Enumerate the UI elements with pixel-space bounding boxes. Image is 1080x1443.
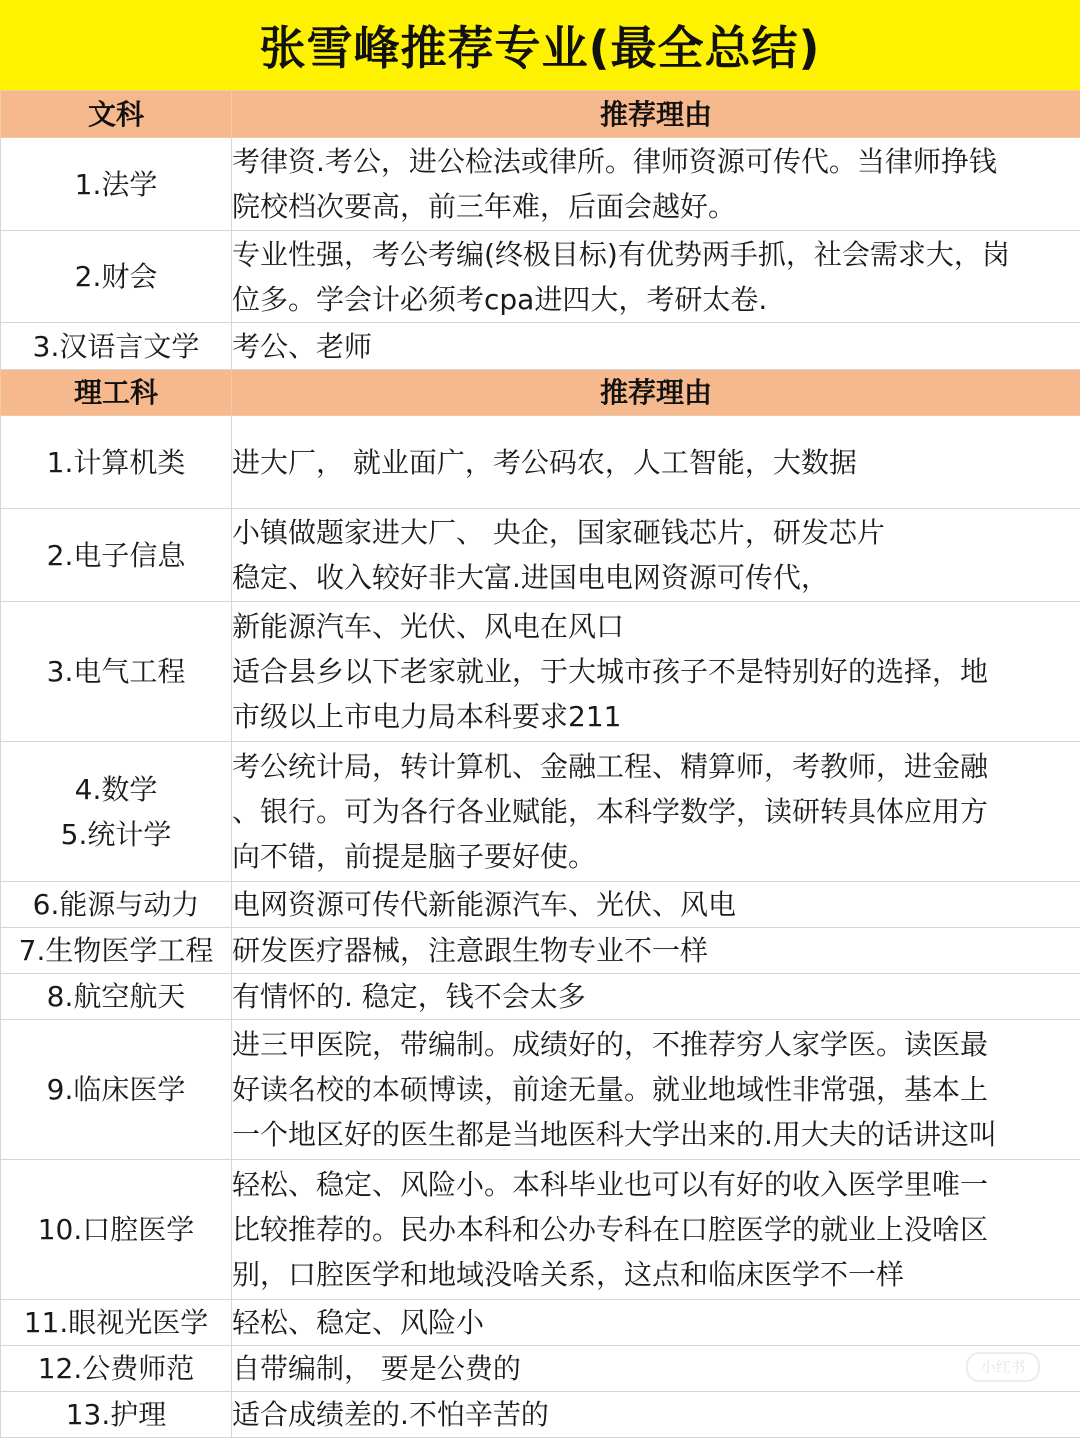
major-name-cell: [1, 742, 232, 882]
table-row: [1, 323, 1080, 370]
major-name: 11.眼视光医学: [23, 1306, 209, 1339]
reason-cell: [232, 742, 1080, 882]
reason-line: 新能源汽车、光伏、风电在风口: [232, 610, 625, 643]
reason-cell: [232, 231, 1080, 323]
major-name: 3.电气工程: [46, 655, 186, 688]
table-row: [1, 928, 1080, 974]
major-name: 5.统计学: [60, 817, 172, 851]
watermark-logo: 小红书: [966, 1352, 1040, 1382]
major-name-cell: [1, 882, 232, 928]
major-name: 2.财会: [74, 260, 158, 293]
reason-cell: [232, 1160, 1080, 1300]
reason-line: 进大厂， 就业面广，考公码农，人工智能，大数据: [232, 445, 857, 479]
reason-cell: [232, 1346, 1080, 1392]
table-row: [1, 509, 1080, 602]
section-header-row: [1, 370, 1080, 416]
table-row: [1, 231, 1080, 323]
major-name: 7.生物医学工程: [18, 934, 214, 967]
major-name: 4.数学: [74, 772, 158, 806]
major-name-cell: [1, 1160, 232, 1300]
table-row: [1, 1300, 1080, 1346]
reason-line: 院校档次要高，前三年难，后面会越好。: [232, 190, 737, 223]
section-header-reason: 推荐理由: [232, 370, 1080, 416]
table-row: [1, 742, 1080, 882]
major-name: 9.临床医学: [46, 1073, 186, 1106]
major-name: 2.电子信息: [46, 538, 186, 572]
reason-line: 适合成绩差的.不怕辛苦的: [232, 1398, 549, 1431]
major-name-cell: [1, 231, 232, 323]
reason-line: 考公统计局，转计算机、金融工程、精算师，考教师，进金融: [232, 750, 989, 783]
major-name: 1.计算机类: [46, 445, 186, 479]
reason-line: 研发医疗器械，注意跟生物专业不一样: [232, 934, 709, 967]
major-name-cell: [1, 602, 232, 742]
major-name: 10.口腔医学: [37, 1213, 195, 1246]
reason-cell: [232, 416, 1080, 509]
major-name-cell: [1, 1392, 232, 1438]
table-row: [1, 138, 1080, 231]
major-name: 1.法学: [74, 167, 158, 201]
reason-line: 专业性强，考公考编(终极目标)有优势两手抓，社会需求大，岗: [232, 237, 1010, 271]
major-name-cell: [1, 1020, 232, 1160]
table-row: [1, 416, 1080, 509]
reason-line: 位多。学会计必须考cpa进四大，考研太卷.: [232, 282, 768, 316]
table-row: [1, 1392, 1080, 1438]
reason-line: 自带编制， 要是公费的: [232, 1352, 521, 1385]
reason-line: 向不错，前提是脑子要好使。: [232, 840, 597, 873]
reason-line: 、银行。可为各行各业赋能，本科学数学，读研转具体应用方: [232, 795, 989, 828]
section-header-category: 文科: [1, 91, 232, 138]
major-name-cell: [1, 509, 232, 602]
table-row: [1, 1160, 1080, 1300]
majors-table: [0, 90, 1080, 1438]
section-header-reason: 推荐理由: [232, 91, 1080, 138]
major-name-cell: [1, 974, 232, 1020]
major-name: 8.航空航天: [46, 980, 186, 1013]
major-name-cell: [1, 1346, 232, 1392]
reason-line: 小镇做题家进大厂、 央企，国家砸钱芯片，研发芯片: [232, 516, 885, 549]
major-name-cell: [1, 1300, 232, 1346]
majors-table-body: [1, 91, 1080, 1438]
reason-cell: [232, 1300, 1080, 1346]
major-name: 12.公费师范: [37, 1352, 195, 1385]
section-header-category: 理工科: [1, 370, 232, 416]
major-name: 3.汉语言文学: [32, 329, 200, 363]
section-header-row: [1, 91, 1080, 138]
table-row: [1, 882, 1080, 928]
reason-cell: [232, 882, 1080, 928]
reason-cell: [232, 509, 1080, 602]
reason-line: 考公、老师: [232, 329, 373, 363]
page-title: 张雪峰推荐专业(最全总结): [259, 21, 821, 75]
table-row: [1, 1020, 1080, 1160]
reason-cell: [232, 1020, 1080, 1160]
reason-line: 别，口腔医学和地域没啥关系，这点和临床医学不一样: [232, 1258, 905, 1291]
major-name-cell: [1, 416, 232, 509]
reason-cell: [232, 602, 1080, 742]
reason-line: 轻松、稳定、风险小: [232, 1306, 485, 1339]
major-name: 6.能源与动力: [32, 888, 200, 921]
reason-line: 好读名校的本硕博读，前途无量。就业地域性非常强，基本上: [232, 1073, 989, 1106]
reason-line: 市级以上市电力局本科要求211: [232, 700, 622, 733]
reason-cell: [232, 138, 1080, 231]
reason-line: 稳定、收入较好非大富.进国电电网资源可传代，: [232, 561, 829, 594]
reason-cell: [232, 323, 1080, 370]
reason-line: 电网资源可传代新能源汽车、光伏、风电: [232, 888, 737, 921]
table-row: [1, 974, 1080, 1020]
major-name-cell: [1, 928, 232, 974]
reason-line: 轻松、稳定、风险小。本科毕业也可以有好的收入医学里唯一: [232, 1168, 989, 1201]
reason-line: 考律资.考公，进公检法或律所。律师资源可传代。当律师挣钱: [232, 145, 997, 178]
reason-cell: [232, 928, 1080, 974]
reason-line: 进三甲医院，带编制。成绩好的，不推荐穷人家学医。读医最: [232, 1028, 989, 1061]
table-row: [1, 602, 1080, 742]
major-name-cell: [1, 138, 232, 231]
reason-line: 一个地区好的医生都是当地医科大学出来的.用大夫的话讲这叫: [232, 1118, 997, 1151]
reason-line: 有情怀的. 稳定，钱不会太多: [232, 980, 586, 1013]
major-name: 13.护理: [65, 1398, 167, 1431]
major-name-cell: [1, 323, 232, 370]
reason-cell: [232, 974, 1080, 1020]
reason-cell: [232, 1392, 1080, 1438]
title-banner: [0, 0, 1080, 90]
reason-line: 比较推荐的。民办本科和公办专科在口腔医学的就业上没啥区: [232, 1213, 989, 1246]
table-row: [1, 1346, 1080, 1392]
reason-line: 适合县乡以下老家就业，于大城市孩子不是特别好的选择，地: [232, 655, 989, 688]
